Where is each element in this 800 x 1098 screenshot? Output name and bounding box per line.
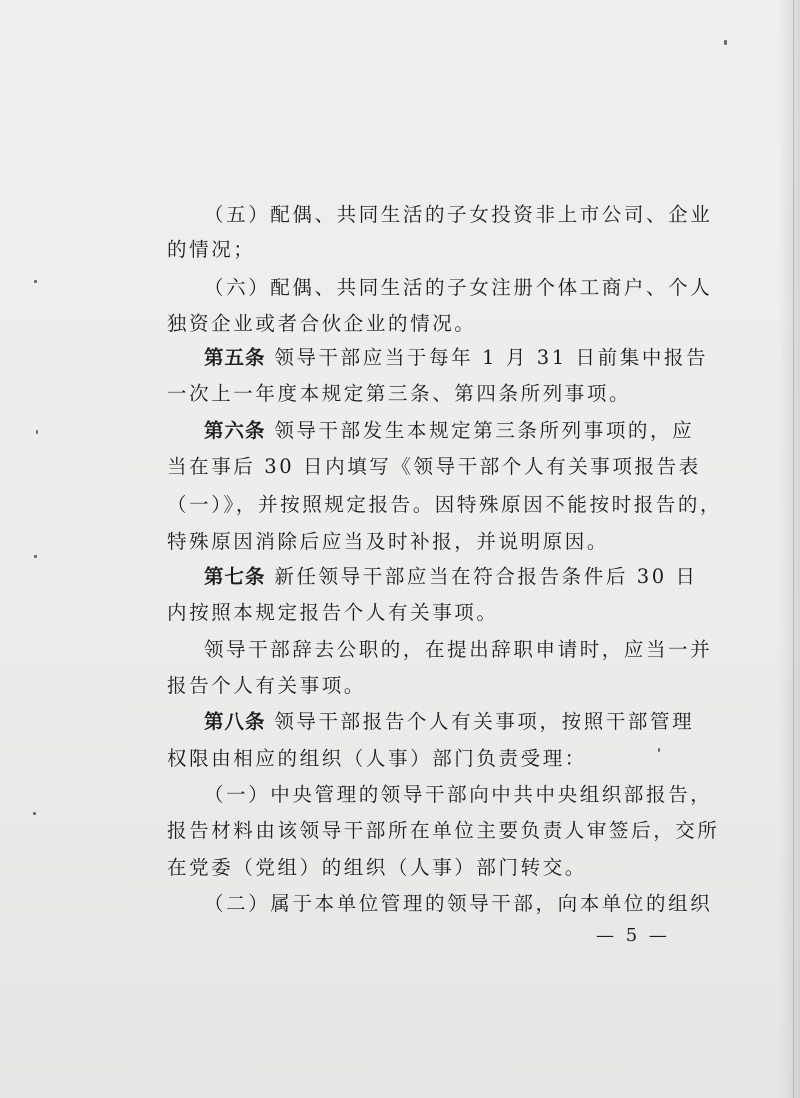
scan-speck bbox=[36, 430, 38, 434]
text-line: 一次上一年度本规定第三条、第四条所列事项。 bbox=[167, 382, 632, 405]
text-line: 内按照本规定报告个人有关事项。 bbox=[167, 601, 499, 624]
scan-speck bbox=[724, 40, 727, 45]
text-line: 在党委（党组）的组织（人事）部门转交。 bbox=[167, 856, 587, 879]
text-line: 报告材料由该领导干部所在单位主要负责人审签后，交所 bbox=[167, 819, 720, 842]
article-heading: 第七条 bbox=[204, 565, 266, 588]
article-heading-line bbox=[204, 418, 694, 444]
article-text: 领导干部应当于每年 1 月 31 日前集中报告 bbox=[265, 346, 709, 369]
article-heading-line bbox=[204, 709, 694, 735]
scan-speck bbox=[34, 280, 37, 283]
text-line: 独资企业或者合伙企业的情况。 bbox=[167, 312, 477, 335]
article-text: 新任领导干部应当在符合报告条件后 30 日 bbox=[265, 565, 698, 588]
page-edge-shadow bbox=[778, 0, 800, 1098]
article-text: 领导干部发生本规定第三条所列事项的，应 bbox=[265, 419, 695, 442]
text-line: （六）配偶、共同生活的子女注册个体工商户、个人 bbox=[204, 276, 713, 299]
page-number: — 5 — bbox=[596, 925, 670, 946]
text-line: （五）配偶、共同生活的子女投资非上市公司、企业 bbox=[204, 203, 713, 226]
article-heading: 第八条 bbox=[204, 710, 266, 733]
article-heading: 第六条 bbox=[204, 419, 266, 442]
text-line: （二）属于本单位管理的领导干部，向本单位的组织 bbox=[204, 892, 713, 915]
text-line: 权限由相应的组织（人事）部门负责受理： bbox=[167, 747, 587, 770]
scan-line bbox=[793, 0, 794, 1098]
text-line: （一）中央管理的领导干部向中共中央组织部报告， bbox=[204, 783, 713, 806]
text-line: 报告个人有关事项。 bbox=[167, 674, 366, 697]
article-text: 领导干部报告个人有关事项，按照干部管理 bbox=[265, 710, 695, 733]
article-heading-line bbox=[204, 564, 698, 590]
scan-speck bbox=[33, 812, 36, 815]
text-line: 特殊原因消除后应当及时补报，并说明原因。 bbox=[167, 530, 610, 553]
article-heading: 第五条 bbox=[204, 346, 266, 369]
article-heading-line bbox=[204, 345, 708, 371]
scan-speck bbox=[658, 748, 660, 752]
scan-speck bbox=[34, 555, 37, 558]
text-line: 领导干部辞去公职的，在提出辞职申请时，应当一并 bbox=[204, 638, 713, 661]
text-line: 的情况； bbox=[167, 238, 256, 261]
text-line: （一）》，并按照规定报告。因特殊原因不能按时报告的， bbox=[167, 493, 723, 516]
text-line: 当在事后 30 日内填写《领导干部个人有关事项报告表 bbox=[167, 455, 701, 478]
